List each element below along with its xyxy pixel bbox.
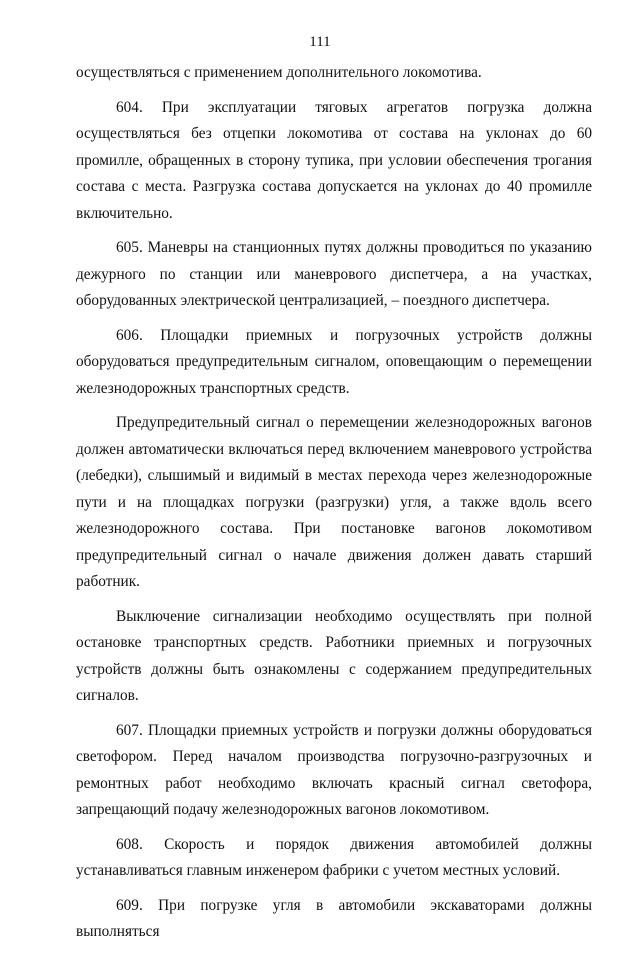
paragraph-604: 604. При эксплуатации тяговых агрегатов погрузка должна осуществляться без отцепки локомотива от состава на уклонах до 60 промилле, обращенных в сторону тупика, при условии обеспечения трогания состава с места. Разгрузка состава допускается на уклонах до 40 промилле включительно.: [76, 98, 592, 222]
paragraph-warning-signal: Предупредительный сигнал о перемещении железнодорожных вагонов должен автоматически включаться перед включением маневрового устройства (лебедки), слышимый и видимый в местах перехода через железнодорожные пути и на площадках погрузки (разгрузки) угля, а также вдоль всего железнодорожного состава. При постановке вагонов локомотивом предупредительный сигнал о начале движения должен давать старший работник.: [76, 414, 592, 590]
paragraph-608: 608. Скорость и порядок движения автомобилей должны устанавливаться главным инженером фабрики с учетом местных условий.: [76, 835, 592, 879]
paragraph-continuation: осуществляться с применением дополнительного локомотива.: [76, 64, 482, 81]
page-number: 111: [309, 34, 331, 50]
paragraph-605: 605. Маневры на станционных путях должны проводиться по указанию дежурного по станции или маневрового диспетчера, а на участках, оборудованных электрической централизацией, – поездного диспетчера.: [76, 239, 592, 309]
paragraph-606: 606. Площадки приемных и погрузочных устройств должны оборудоваться предупредительным сигналом, оповещающим о перемещении железнодорожных транспортных средств.: [76, 326, 592, 397]
paragraph-signal-off: Выключение сигнализации необходимо осуществлять при полной остановке транспортных средств. Работники приемных и погрузочных устройств должны быть ознакомлены с содержанием предупредительных сигналов.: [76, 607, 592, 704]
paragraph-607: 607. Площадки приемных устройств и погрузки должны оборудоваться светофором. Перед началом производства погрузочно-разгрузочных и ремонтных работ необходимо включать красный сигнал светофора, запрещающий подачу железнодорожных вагонов локомотивом.: [76, 721, 592, 818]
paragraph-609: 609. При погрузке угля в автомобили экскаваторами должны выполняться: [76, 896, 592, 940]
document-body: [76, 60, 592, 954]
